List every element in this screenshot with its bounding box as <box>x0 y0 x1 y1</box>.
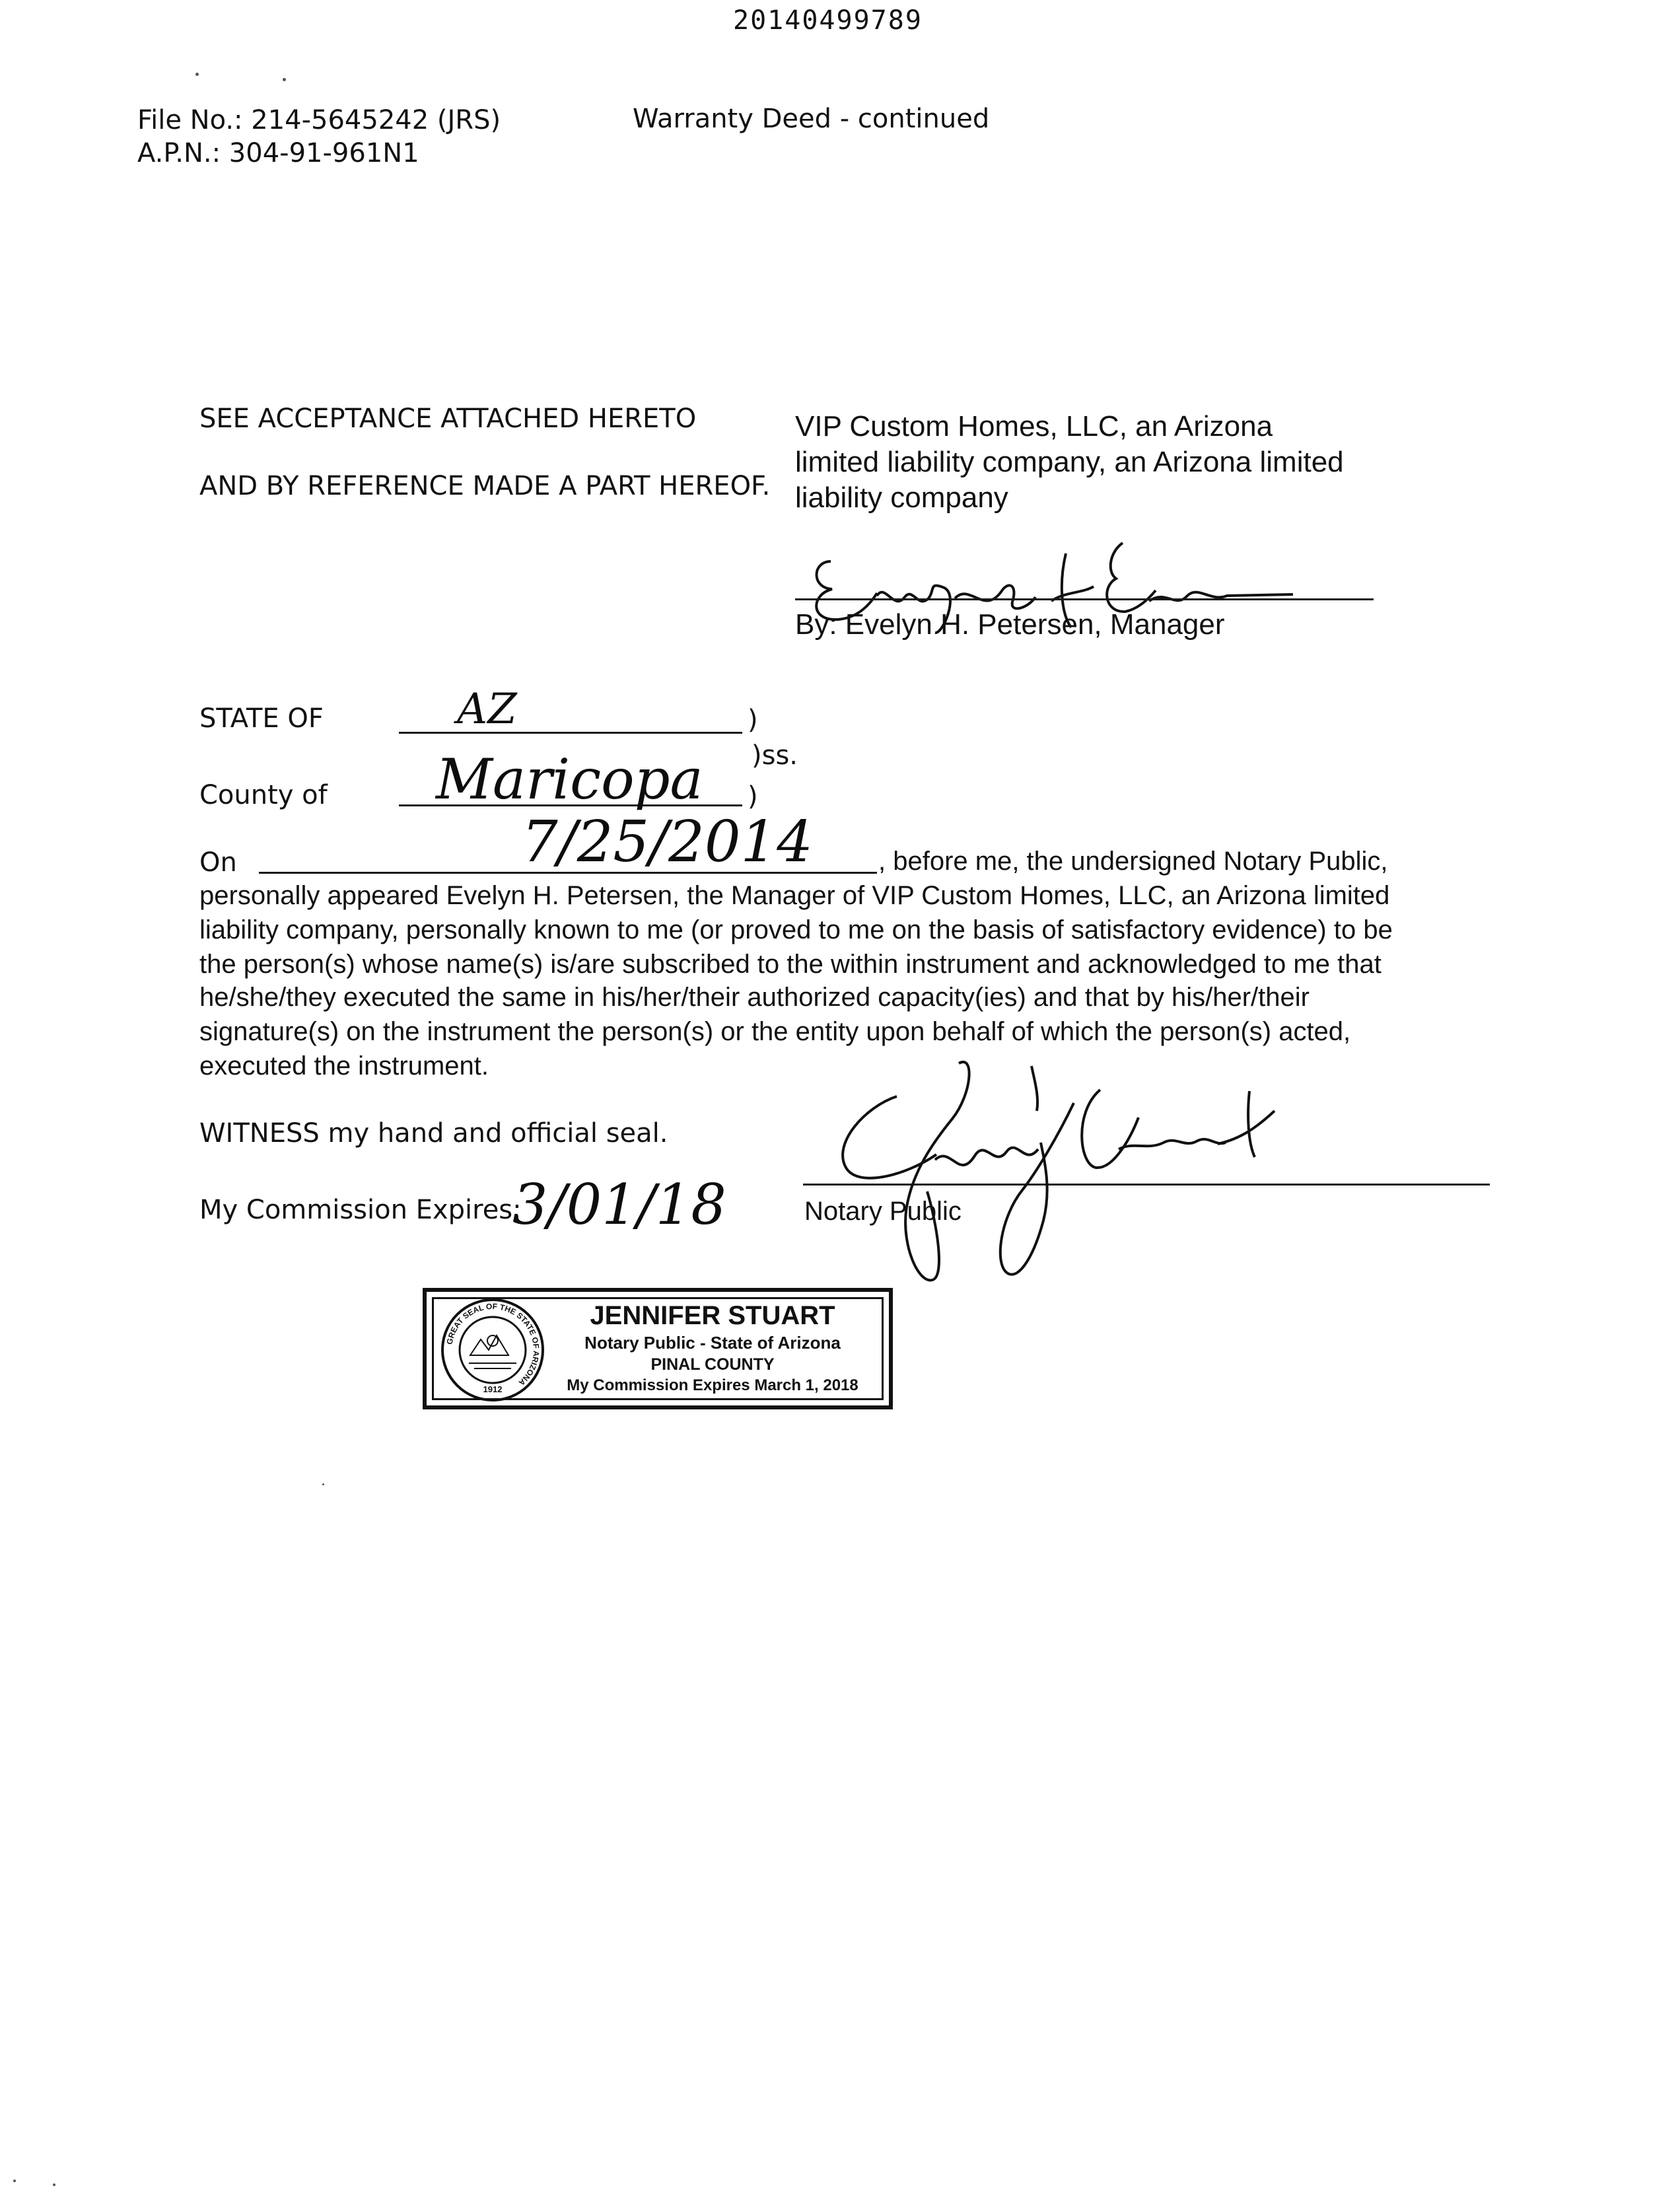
state-value: AZ <box>457 685 517 734</box>
commission-expires-value: 3/01/18 <box>512 1172 726 1237</box>
document-title: Warranty Deed - continued <box>633 104 990 134</box>
grantor-signer-name: By: Evelyn H. Petersen, Manager <box>795 608 1225 641</box>
state-label: STATE OF <box>199 703 324 734</box>
seal-ring-text: GREAT SEAL OF THE STATE OF ARIZONA <box>444 1301 542 1388</box>
acceptance-line-1: SEE ACCEPTANCE ATTACHED HERETO <box>199 404 697 434</box>
file-number: File No.: 214-5645242 (JRS) <box>137 105 501 135</box>
state-paren: ) <box>748 705 758 735</box>
scan-speck <box>53 2183 55 2186</box>
county-value: Maricopa <box>436 747 703 812</box>
county-paren: ) <box>748 781 758 812</box>
grantor-company-line-1: VIP Custom Homes, LLC, an Arizona <box>795 410 1273 443</box>
witness-line: WITNESS my hand and official seal. <box>199 1118 668 1149</box>
acknowledgment-text-2: personally appeared Evelyn H. Petersen, the Manager of VIP Custom Homes, LLC, an Arizona limited <box>199 881 1390 910</box>
notary-signature <box>819 1050 1321 1294</box>
acknowledgment-text-7: executed the instrument. <box>199 1051 489 1081</box>
notary-stamp <box>423 1288 893 1409</box>
scan-speck <box>283 78 286 81</box>
scan-speck <box>322 1483 324 1485</box>
acknowledgment-text-4: the person(s) whose name(s) is/are subscribed to the within instrument and acknowledged to me that <box>199 950 1382 979</box>
acceptance-line-2: AND BY REFERENCE MADE A PART HEREOF. <box>199 471 771 501</box>
notary-stamp-expiration: My Commission Expires March 1, 2018 <box>567 1376 858 1394</box>
acknowledgment-date: 7/25/2014 <box>522 809 813 875</box>
county-label: County of <box>199 780 328 810</box>
grantor-company-line-3: liability company <box>795 481 1008 514</box>
state-underline <box>399 732 742 734</box>
commission-expires-label: My Commission Expires: <box>199 1195 522 1225</box>
scan-speck <box>13 2180 16 2182</box>
recording-number: 20140499789 <box>733 5 923 36</box>
ss-marker: )ss. <box>752 740 798 771</box>
apn-number: A.P.N.: 304-91-961N1 <box>137 138 419 168</box>
notary-public-label: Notary Public <box>804 1197 962 1226</box>
grantor-company-line-2: limited liability company, an Arizona limited <box>795 446 1344 478</box>
notary-stamp-title: Notary Public - State of Arizona <box>584 1333 841 1353</box>
arizona-state-seal <box>440 1297 545 1403</box>
on-label: On <box>199 847 237 878</box>
acknowledgment-text-6: signature(s) on the instrument the person(s) or the entity upon behalf of which the person(s) acted, <box>199 1017 1351 1046</box>
seal-year: 1912 <box>483 1384 503 1394</box>
notary-stamp-name: JENNIFER STUART <box>590 1301 835 1330</box>
acknowledgment-text-5: he/she/they executed the same in his/her/their authorized capacity(ies) and that by his/her/their <box>199 983 1310 1012</box>
acknowledgment-text-1: , before me, the undersigned Notary Public, <box>878 847 1388 876</box>
acknowledgment-text-3: liability company, personally known to me (or proved to me on the basis of satisfactory evidence) to be <box>199 915 1393 944</box>
grantor-signature-line <box>795 598 1374 600</box>
notary-stamp-county: PINAL COUNTY <box>650 1355 775 1374</box>
scan-speck <box>195 73 199 76</box>
